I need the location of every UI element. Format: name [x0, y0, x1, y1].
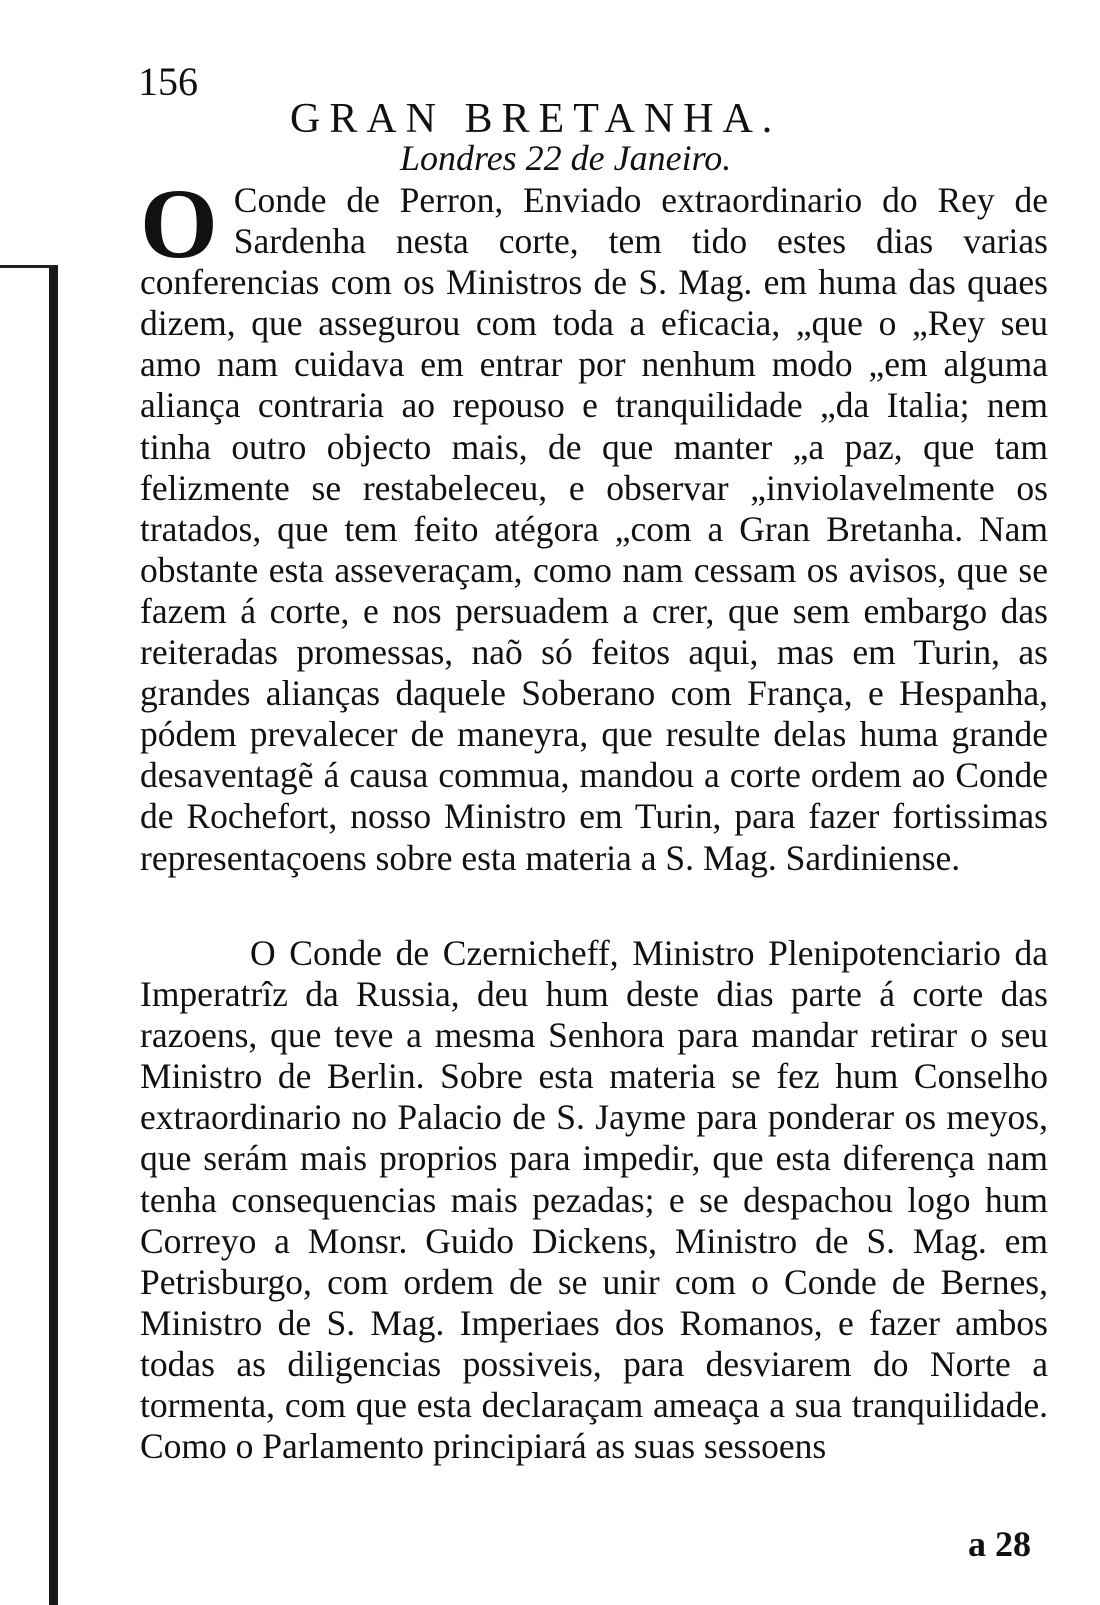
drop-cap: O: [140, 168, 218, 279]
facing-page-edge: [0, 265, 58, 1605]
paragraph-1-text: Conde de Perron, Enviado extraordinario do Rey de Sardenha nesta corte, tem tido estes dias varias conferencias com os Ministros de S. Mag. em huma das quaes dizem, que assegurou com toda a eficacia, „que o „Rey seu amo nam cuidava em entrar por nenhum modo „em alguma aliança contraria ao repouso e tranquilidade „da Italia; nem tinha outro objecto mais, de que manter „a paz, que tam felizmente se restabeleceu, e observar „inviolavelmente os tratados, que tem feito atégora „com a Gran Bretanha. Nam obstante esta asseveraçam, como nam cessam os avisos, que se fazem á corte, e nos persuadem a crer, que sem embargo das reiteradas promessas, naõ só feitos aqui, mas em Turin, as grandes alianças daquele Soberano com França, e Hespanha, pódem prevalecer de maneyra, que resulte delas huma grande desaventagẽ á causa commua, mandou a corte ordem ao Conde de Rochefort, nosso Ministro em Turin, para fazer fortissimas representaçoens sobre esta materia a S. Mag. Sardiniense.: [140, 180, 1048, 878]
section-heading: GRAN BRETANHA.: [290, 96, 782, 142]
catchword: a 28: [968, 1524, 1031, 1564]
paragraph-2-text: O Conde de Czernicheff, Ministro Plenipotenciario da Imperatrîz da Russia, deu hum deste dias parte á corte das razoens, que teve a mesma Senhora para mandar retirar o seu Ministro de Berlin. Sobre esta materia se fez hum Conselho extraordinario no Palacio de S. Jayme para ponderar os meyos, que serám mais proprios para impedir, que esta diferença nam tenha consequencias mais pezadas; e se despachou logo hum Correyo a Monsr. Guido Dickens, Ministro de S. Mag. em Petrisburgo, com ordem de se unir com o Conde de Bernes, Ministro de S. Mag. Imperiaes dos Romanos, e fazer ambos todas as diligencias possiveis, para desviarem do Norte a tormenta, com que esta declaraçam ameaça a sua tranquilidade. Como o Parlamento principiará as suas sessoens: [140, 933, 1048, 1467]
dateline: Londres 22 de Janeiro.: [400, 138, 732, 178]
page-number: 156: [138, 59, 198, 104]
paragraph-1: [140, 168, 1048, 879]
paragraph-2: [140, 933, 1048, 1467]
